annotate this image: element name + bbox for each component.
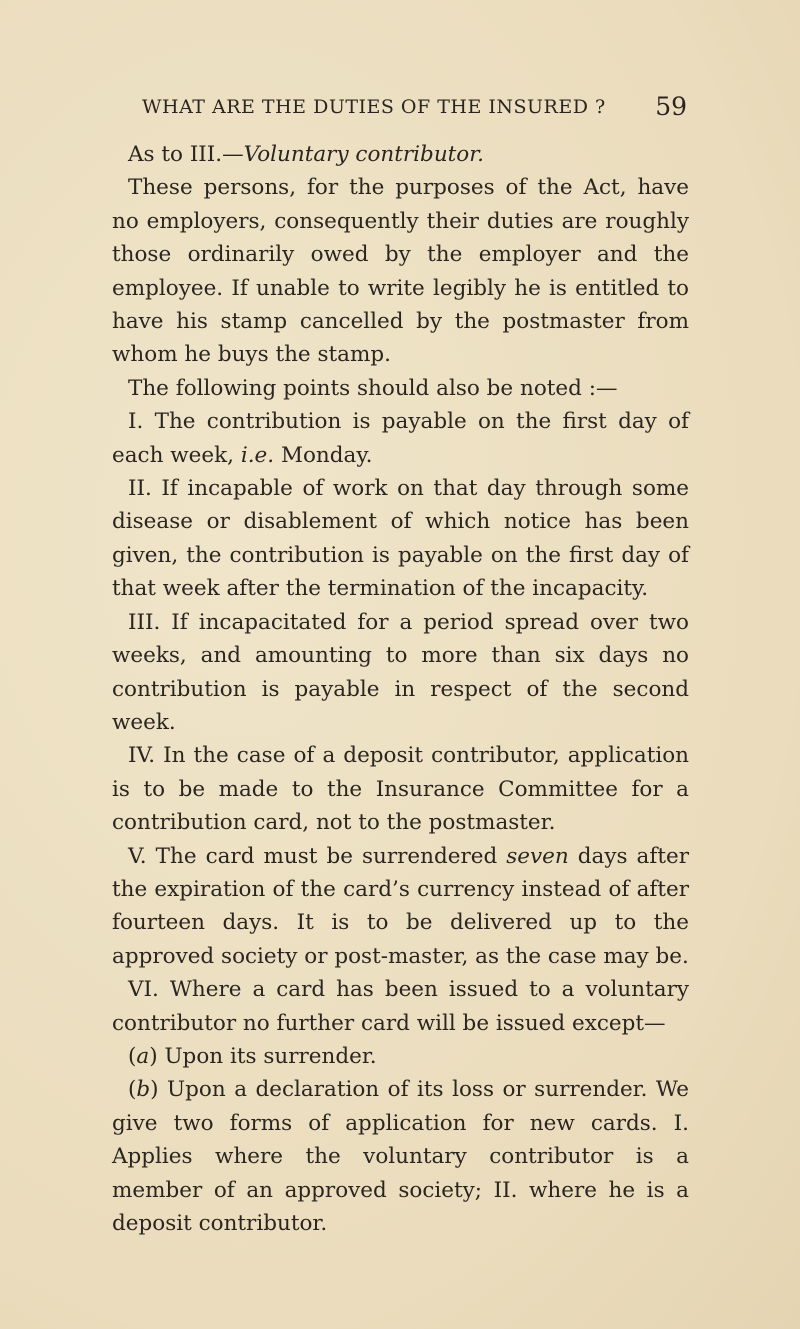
sub-point-a-text: ) Upon its surrender.: [149, 1043, 377, 1069]
sub-point-a-letter: a: [136, 1043, 150, 1069]
paragraph-intro: These persons, for the purposes of the Act, have no employers, consequently their duties are roughly those ordinarily owed by the employer and the employee. If unable to write legibly he is entitled to have his stamp cancelled by the postmaster from whom he buys the stamp.: [112, 175, 689, 368]
point-5-seven: seven: [506, 843, 569, 869]
paragraph-following: The following points should also be noted :—: [128, 375, 618, 401]
section-heading: [112, 138, 689, 171]
section-heading-prefix: As to III.—: [128, 142, 244, 167]
point-5-end: days after the expiration of the card’s currency instead of after fourteen days. It is to be delivered up to the approved society or post-master, as the case may be.: [112, 843, 689, 969]
point-1: [112, 405, 689, 472]
sub-point-b-letter: b: [136, 1077, 151, 1103]
sub-point-b-text: ) Upon a declaration of its loss or surrender. We give two forms of application for new cards. I. Applies where the voluntary contributor is a member of an approved society; II. where he is a deposit contributor.: [112, 1077, 689, 1236]
point-5-text: V. The card must be surrendered: [128, 843, 498, 869]
section-heading-title: Voluntary contributor.: [243, 142, 484, 167]
point-1-text: I. The contribution is payable on the first day of each week,: [112, 409, 689, 468]
page-header: [142, 92, 687, 124]
point-5: [112, 840, 689, 974]
point-3: III. If incapacitated for a period spread over two weeks, and amounting to more than six days no contribution is payable in respect of the second week.: [112, 609, 689, 735]
point-6: VI. Where a card has been issued to a voluntary contributor no further card will be issued except—: [112, 977, 689, 1036]
point-1-ie: i.e.: [240, 442, 275, 468]
sub-point-a-open: (: [128, 1043, 137, 1069]
page-number: 59: [655, 92, 687, 121]
running-head: WHAT ARE THE DUTIES OF THE INSURED ?: [142, 96, 606, 118]
sub-point-b-open: (: [128, 1077, 137, 1103]
sub-point-b: [112, 1073, 689, 1240]
body-text: [112, 138, 689, 1240]
sub-point-a: [112, 1040, 689, 1073]
point-2: II. If incapable of work on that day through some disease or disablement of which notice has been given, the contribution is payable on the first day of that week after the termination of the incapacity.: [112, 476, 689, 602]
point-1-end: Monday.: [280, 442, 373, 468]
point-4: IV. In the case of a deposit contributor, application is to be made to the Insurance Committee for a contribution card, not to the postmaster.: [112, 743, 689, 836]
